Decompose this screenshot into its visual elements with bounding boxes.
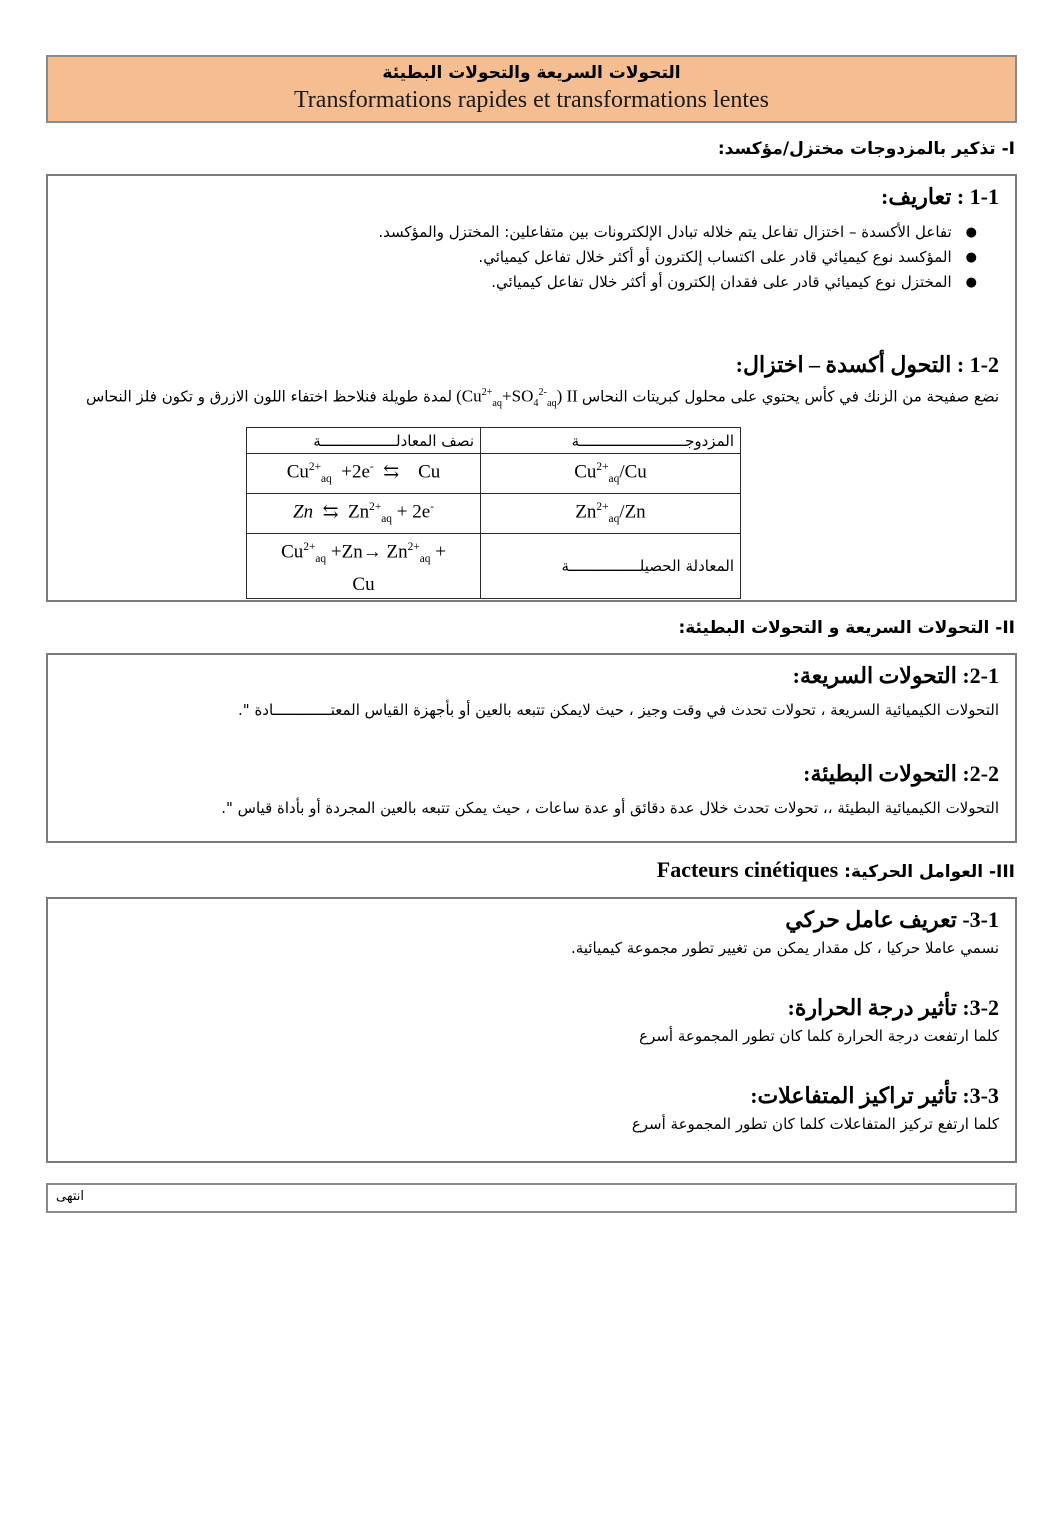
subsection-1-2-heading: 1-2 : التحول أكسدة – اختزال:	[735, 352, 999, 377]
redox-couples-table	[246, 427, 741, 599]
table-row	[247, 534, 741, 599]
subsection-2-2-heading: 2-2: التحولات البطيئة:	[803, 761, 999, 786]
fast-transformations-text: التحولات الكيميائية السريعة ، تحولات تحدث في وقت وجيز ، حيث لايمكن تتبعه بالعين أو بأجهزة القياس المعتـــــــــــــادة ".	[238, 701, 999, 719]
couple-column-header: المزدوجــــــــــــــــــــــــة	[481, 428, 741, 454]
table-row	[247, 494, 741, 534]
section-1-box	[46, 174, 1017, 602]
table-header-row	[247, 428, 741, 454]
slow-transformations-text: التحولات الكيميائية البطيئة ،، تحولات تحدث خلال عدة دقائق أو عدة ساعات ، حيث يمكن تتبعه بالعين المجردة أو بأداة قياس ".	[221, 799, 999, 817]
title-french: Transformations rapides et transformations lentes	[293, 87, 770, 113]
bullet-icon: ●	[965, 225, 977, 240]
table-row	[247, 454, 741, 494]
couple-cu: $Cu^{2+}_{aq}/Cu$	[481, 454, 741, 494]
paragraph-text-after: لمدة طويلة فنلاحظ اختفاء اللون الازرق و تكون فلز النحاس	[85, 387, 453, 406]
couple-zn: $Zn^{2+}_{aq}/Zn$	[481, 494, 741, 534]
kinetic-factor-definition: نسمي عاملا حركيا ، كل مقدار يمكن من تغيير تطور مجموعة كيميائية.	[570, 939, 999, 957]
subsection-3-1-heading: 3-1- تعريف عامل حركي	[785, 907, 999, 932]
subsection-2-1-heading: 2-1: التحولات السريعة:	[792, 663, 999, 688]
list-item	[64, 270, 977, 295]
section-2-heading: II- التحولات السريعة و التحولات البطيئة:	[678, 618, 1015, 638]
half-equation-cu: $Cu^{2+}_{aq} +2e^-$ ⇆ Cu	[247, 454, 481, 494]
overall-equation-label: المعادلة الحصيلــــــــــــــــة	[481, 534, 741, 599]
end-label: انتهى	[56, 1189, 84, 1204]
section-3-box	[46, 897, 1017, 1163]
subsection-3-2-heading: 3-2: تأثير درجة الحرارة:	[787, 995, 999, 1020]
title-arabic: التحولات السريعة والتحولات البطيئة	[382, 63, 681, 83]
list-item	[64, 245, 977, 270]
temperature-effect-text: كلما ارتفعت درجة الحرارة كلما كان تطور المجموعة أسرع	[639, 1027, 999, 1045]
section-3-heading	[46, 858, 1015, 884]
title-banner	[46, 55, 1017, 123]
subsection-3-3-heading: 3-3: تأثير تراكيز المتفاعلات:	[750, 1083, 999, 1108]
definition-text: تفاعل الأكسدة – اختزال تفاعل يتم خلاله تبادل الإلكترونات بين متفاعلين: المختزل والمؤكسد.	[378, 223, 952, 241]
section-2-box	[46, 653, 1017, 843]
half-equation-column-header: نصف المعادلـــــــــــــــــة	[247, 428, 481, 454]
section-1-heading: I- تذكير بالمزدوجات مختزل/مؤكسد:	[717, 139, 1015, 159]
list-item	[64, 220, 977, 245]
section-3-heading-french: Facteurs cinétiques	[656, 857, 839, 882]
bullet-icon: ●	[965, 250, 977, 265]
overall-equation: $Cu^{2+}_{aq} +Zn\to Zn^{2+}_{aq}$ + Cu	[247, 534, 481, 599]
subsection-1-1-heading: 1-1 : تعاريف:	[881, 184, 999, 209]
end-box	[46, 1183, 1017, 1213]
bullet-icon: ●	[965, 275, 977, 290]
section-3-heading-arabic: III- العوامل الحركية:	[844, 862, 1015, 882]
paragraph-text-before: نضع صفيحة من الزنك في كأس يحتوي على محلول كبريتات النحاس	[581, 387, 999, 406]
half-equation-zn: Zn ⇆ $Zn^{2+}_{aq} + 2e^-$	[247, 494, 481, 534]
concentration-effect-text: كلما ارتفع تركيز المتفاعلات كلما كان تطور المجموعة أسرع	[631, 1115, 999, 1133]
copper-sulfate-formula: $(Cu^{2+}_{aq}+SO_4^{2-}_{aq})$ II	[456, 386, 578, 410]
definitions-list	[64, 220, 999, 295]
definition-text: المؤكسد نوع كيميائي قادر على اكتساب إلكترون أو أكثر خلال تفاعل كيميائي.	[478, 248, 952, 266]
definition-text: المختزل نوع كيميائي قادر على فقدان إلكترون أو أكثر خلال تفاعل كيميائي.	[491, 273, 952, 291]
experiment-paragraph	[64, 380, 999, 417]
